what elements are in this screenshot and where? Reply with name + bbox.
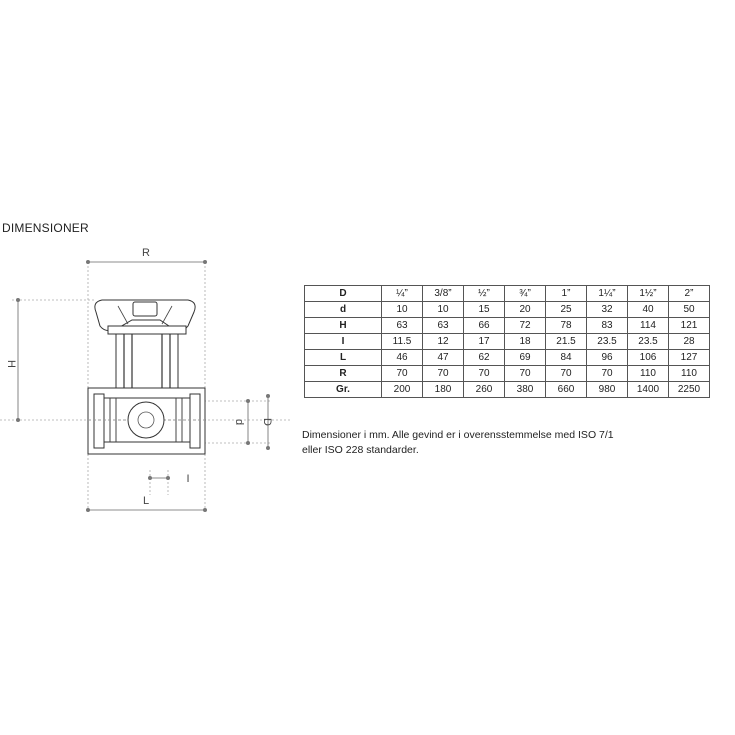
table-cell: 28 [669, 334, 710, 350]
table-cell: 121 [669, 318, 710, 334]
table-cell: 70 [505, 366, 546, 382]
table-row [305, 350, 710, 366]
table-cell: 78 [546, 318, 587, 334]
table-cell: 1½” [628, 286, 669, 302]
table-cell: 260 [464, 382, 505, 398]
table-cell: 1” [546, 286, 587, 302]
row-label: H [305, 318, 382, 334]
table-cell: 21.5 [546, 334, 587, 350]
table-cell: 18 [505, 334, 546, 350]
table-cell: 11.5 [382, 334, 423, 350]
row-label: I [305, 334, 382, 350]
table-row [305, 334, 710, 350]
table-row [305, 286, 710, 302]
label-l: L [142, 495, 150, 507]
table-cell: 23.5 [587, 334, 628, 350]
table-cell: 63 [423, 318, 464, 334]
table-cell: 200 [382, 382, 423, 398]
table-row [305, 318, 710, 334]
table-cell: 69 [505, 350, 546, 366]
row-label: d [305, 302, 382, 318]
table-cell: 70 [587, 366, 628, 382]
table-cell: 32 [587, 302, 628, 318]
row-label: D [305, 286, 382, 302]
table-cell: 96 [587, 350, 628, 366]
table-cell: 70 [546, 366, 587, 382]
table-cell: 84 [546, 350, 587, 366]
table-cell: 17 [464, 334, 505, 350]
table-cell: 2250 [669, 382, 710, 398]
table-cell: 66 [464, 318, 505, 334]
table-cell: 40 [628, 302, 669, 318]
table-cell: 1¼” [587, 286, 628, 302]
label-h: H [5, 360, 17, 368]
table-cell: 70 [382, 366, 423, 382]
label-i: I [186, 473, 190, 485]
table-cell: 23.5 [628, 334, 669, 350]
row-label: R [305, 366, 382, 382]
table-cell: 106 [628, 350, 669, 366]
table-cell: 15 [464, 302, 505, 318]
table-cell: 25 [546, 302, 587, 318]
table-cell: 10 [423, 302, 464, 318]
row-label: Gr. [305, 382, 382, 398]
table-cell: 660 [546, 382, 587, 398]
table-cell: 20 [505, 302, 546, 318]
table-cell: 47 [423, 350, 464, 366]
table-cell: 110 [669, 366, 710, 382]
table-cell: 12 [423, 334, 464, 350]
note-line-1: Dimensioner i mm. Alle gevind er i overensstemmelse med ISO 7/1 [302, 429, 614, 441]
table-cell: ¾” [505, 286, 546, 302]
valve-dimension-drawing [0, 240, 290, 530]
table-cell: ¼” [382, 286, 423, 302]
table-cell: 180 [423, 382, 464, 398]
table-cell: 62 [464, 350, 505, 366]
table-cell: 46 [382, 350, 423, 366]
section-heading: DIMENSIONER [2, 221, 89, 235]
table-row [305, 366, 710, 382]
table-cell: 3/8” [423, 286, 464, 302]
table-cell: 70 [423, 366, 464, 382]
label-d-small: d [233, 418, 245, 426]
table-cell: 72 [505, 318, 546, 334]
table-cell: 110 [628, 366, 669, 382]
table-cell: 2” [669, 286, 710, 302]
dimension-note [302, 428, 702, 458]
table-row [305, 302, 710, 318]
table-cell: 380 [505, 382, 546, 398]
table-row [305, 382, 710, 398]
note-line-2: eller ISO 228 standarder. [302, 444, 419, 456]
table-cell: 83 [587, 318, 628, 334]
dimension-table [304, 285, 710, 398]
table-cell: 63 [382, 318, 423, 334]
table-cell: 1400 [628, 382, 669, 398]
table-cell: 980 [587, 382, 628, 398]
table-cell: 50 [669, 302, 710, 318]
table-cell: 10 [382, 302, 423, 318]
label-r: R [142, 247, 150, 259]
table-cell: 114 [628, 318, 669, 334]
table-cell: ½” [464, 286, 505, 302]
row-label: L [305, 350, 382, 366]
label-d-large: D [261, 418, 273, 426]
table-cell: 127 [669, 350, 710, 366]
table-cell: 70 [464, 366, 505, 382]
